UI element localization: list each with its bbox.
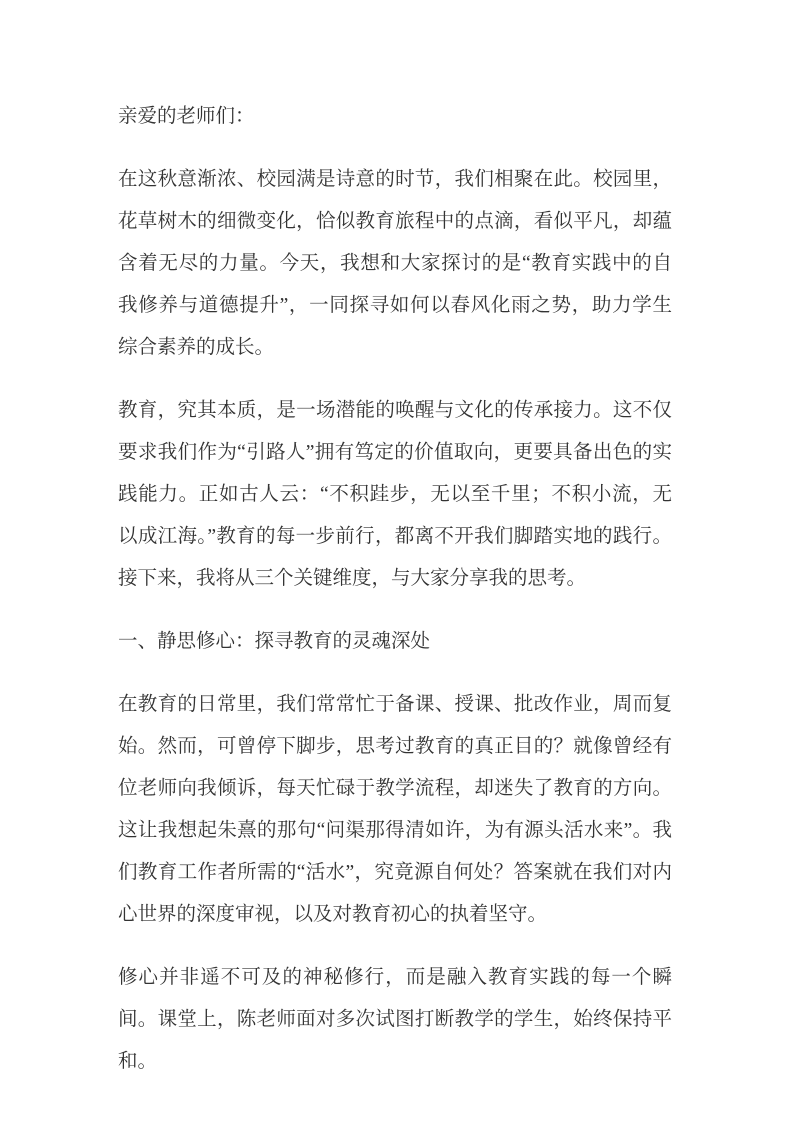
paragraph-intro: 在这秋意渐浓、校园满是诗意的时节，我们相聚在此。校园里，花草树木的细微变化，恰似教育旅程中的点滴，看似平凡，却蕴含着无尽的力量。今天，我想和大家探讨的是“教育实践中的自我修养与道德提升”，一同探寻如何以春风化雨之势，助力学生综合素养的成长。 <box>118 169 672 358</box>
paragraph-education-essence: 教育，究其本质，是一场潜能的唤醒与文化的传承接力。这不仅要求我们作为“引路人”拥有笃定的价值取向，更要具备出色的实践能力。正如古人云：“不积跬步，无以至千里；不积小流，无以成江海。”教育的每一步前行，都离不开我们脚踏实地的践行。接下来，我将从三个关键维度，与大家分享我的思考。 <box>118 400 672 589</box>
section-heading: 一、静思修心：探寻教育的灵魂深处 <box>118 631 431 652</box>
salutation-line: 亲爱的老师们： <box>118 106 255 127</box>
paragraph-daily-reflection: 在教育的日常里，我们常常忙于备课、授课、批改作业，周而复始。然而，可曾停下脚步，思考过教育的真正目的？就像曾经有位老师向我倾诉，每天忙碌于教学流程，却迷失了教育的方向。这让我想起朱熹的那句“问渠那得清如许，为有源头活水来”。我们教育工作者所需的“活水”，究竟源自何处？答案就在我们对内心世界的深度审视，以及对教育初心的执着坚守。 <box>118 694 672 925</box>
paragraph-cultivation: 修心并非遥不可及的神秘修行，而是融入教育实践的每一个瞬间。课堂上，陈老师面对多次试图打断教学的学生，始终保持平和。 <box>118 967 672 1072</box>
